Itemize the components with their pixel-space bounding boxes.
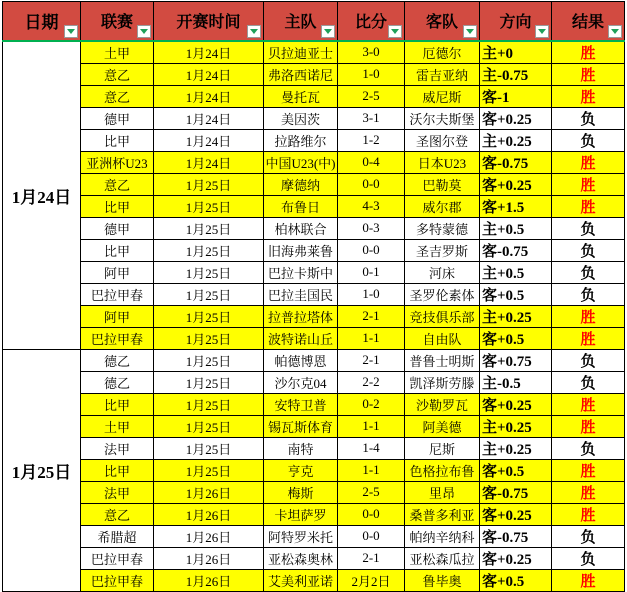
direction-cell[interactable]: 客+0.25: [480, 173, 552, 195]
kickoff-time-cell[interactable]: 1月25日: [154, 327, 264, 349]
score-cell[interactable]: 0-0: [338, 239, 405, 261]
home-team-cell[interactable]: 弗洛西诺尼: [264, 63, 338, 85]
direction-cell[interactable]: 客+0.5: [480, 283, 552, 305]
kickoff-time-cell[interactable]: 1月24日: [154, 41, 264, 64]
result-cell[interactable]: 胜: [552, 327, 625, 349]
direction-cell[interactable]: 客+0.5: [480, 569, 552, 591]
home-team-cell[interactable]: 柏林联合: [264, 217, 338, 239]
kickoff-time-cell[interactable]: 1月26日: [154, 481, 264, 503]
filter-arrow-down-icon: [611, 29, 619, 34]
direction-cell[interactable]: 客+0.5: [480, 327, 552, 349]
score-cell[interactable]: 2-1: [338, 305, 405, 327]
filter-dropdown-button-direction[interactable]: [535, 25, 549, 38]
direction-cell[interactable]: 客-0.75: [480, 239, 552, 261]
away-team-cell[interactable]: 威尔郡: [405, 195, 480, 217]
away-team-cell[interactable]: 巴勒莫: [405, 173, 480, 195]
direction-cell[interactable]: 客+0.5: [480, 459, 552, 481]
home-team-cell[interactable]: 贝拉迪亚士: [264, 41, 338, 64]
result-cell[interactable]: 胜: [552, 41, 625, 64]
result-cell[interactable]: 胜: [552, 151, 625, 173]
table-row: [3, 63, 625, 85]
result-cell[interactable]: 胜: [552, 503, 625, 525]
kickoff-time-cell[interactable]: 1月25日: [154, 349, 264, 371]
table-row: [3, 85, 625, 107]
result-cell[interactable]: 胜: [552, 415, 625, 437]
league-cell[interactable]: 意乙: [81, 85, 154, 107]
result-cell[interactable]: 负: [552, 239, 625, 261]
table-row: [3, 459, 625, 481]
home-team-cell[interactable]: 亨克: [264, 459, 338, 481]
score-cell[interactable]: 3-1: [338, 107, 405, 129]
direction-cell[interactable]: 主-0.75: [480, 63, 552, 85]
date-group-cell[interactable]: 1月25日: [3, 349, 81, 591]
table-row: [3, 283, 625, 305]
result-cell[interactable]: 负: [552, 349, 625, 371]
direction-cell[interactable]: 客+0.25: [480, 393, 552, 415]
table-row: [3, 481, 625, 503]
result-cell[interactable]: 负: [552, 107, 625, 129]
score-cell[interactable]: 1-1: [338, 327, 405, 349]
filter-dropdown-button-result[interactable]: [608, 25, 622, 38]
date-group-cell[interactable]: 1月24日: [3, 41, 81, 350]
away-team-cell[interactable]: 圣吉罗斯: [405, 239, 480, 261]
league-cell[interactable]: 亚洲杯U23: [81, 151, 154, 173]
table-row: [3, 393, 625, 415]
filter-arrow-down-icon: [250, 29, 258, 34]
filter-dropdown-button-date[interactable]: [64, 25, 78, 38]
home-team-cell[interactable]: 艾美利亚诺: [264, 569, 338, 591]
column-header-label-league: 联赛: [100, 14, 133, 32]
home-team-cell[interactable]: 卡坦萨罗: [264, 503, 338, 525]
column-header-label-score: 比分: [354, 14, 387, 32]
league-cell[interactable]: 德乙: [81, 349, 154, 371]
score-cell[interactable]: 0-0: [338, 525, 405, 547]
direction-cell[interactable]: 主+0.25: [480, 415, 552, 437]
league-cell[interactable]: 比甲: [81, 459, 154, 481]
table-row: [3, 415, 625, 437]
league-cell[interactable]: 希腊超: [81, 525, 154, 547]
kickoff-time-cell[interactable]: 1月25日: [154, 283, 264, 305]
league-cell[interactable]: 意乙: [81, 63, 154, 85]
direction-cell[interactable]: 客+0.75: [480, 349, 552, 371]
filter-dropdown-button-score[interactable]: [388, 25, 402, 38]
direction-cell[interactable]: 客+1.5: [480, 195, 552, 217]
table-row: [3, 437, 625, 459]
table-row: [3, 261, 625, 283]
result-cell[interactable]: 负: [552, 129, 625, 151]
kickoff-time-cell[interactable]: 1月25日: [154, 217, 264, 239]
column-header-label-kickoff: 开赛时间: [176, 14, 241, 32]
score-cell[interactable]: 2-5: [338, 85, 405, 107]
league-cell[interactable]: 德甲: [81, 217, 154, 239]
home-team-cell[interactable]: 中国U23(中): [264, 151, 338, 173]
score-cell[interactable]: 0-3: [338, 217, 405, 239]
league-cell[interactable]: 比甲: [81, 195, 154, 217]
league-cell[interactable]: 法甲: [81, 437, 154, 459]
away-team-cell[interactable]: 圣图尔登: [405, 129, 480, 151]
away-team-cell[interactable]: 沃尔夫斯堡: [405, 107, 480, 129]
direction-cell[interactable]: 主-0.5: [480, 371, 552, 393]
column-header-date[interactable]: [3, 2, 81, 41]
home-team-cell[interactable]: 美因茨: [264, 107, 338, 129]
column-header-direction[interactable]: [480, 2, 552, 41]
table-row: [3, 195, 625, 217]
result-cell[interactable]: 胜: [552, 63, 625, 85]
away-team-cell[interactable]: 普鲁士明斯: [405, 349, 480, 371]
direction-cell[interactable]: 主+0.5: [480, 217, 552, 239]
league-cell[interactable]: 巴拉甲春: [81, 547, 154, 569]
score-cell[interactable]: 2-2: [338, 371, 405, 393]
league-cell[interactable]: 比甲: [81, 129, 154, 151]
away-team-cell[interactable]: 威尼斯: [405, 85, 480, 107]
kickoff-time-cell[interactable]: 1月26日: [154, 525, 264, 547]
away-team-cell[interactable]: 尼斯: [405, 437, 480, 459]
score-cell[interactable]: 2-1: [338, 547, 405, 569]
column-header-home[interactable]: [264, 2, 338, 41]
table-row: [3, 569, 625, 591]
result-cell[interactable]: 负: [552, 283, 625, 305]
column-header-label-direction: 方向: [499, 14, 532, 32]
kickoff-time-cell[interactable]: 1月26日: [154, 569, 264, 591]
home-team-cell[interactable]: 帕德博恩: [264, 349, 338, 371]
kickoff-time-cell[interactable]: 1月25日: [154, 415, 264, 437]
score-cell[interactable]: 1-0: [338, 63, 405, 85]
home-team-cell[interactable]: 摩德纳: [264, 173, 338, 195]
score-cell[interactable]: 1-1: [338, 459, 405, 481]
league-cell[interactable]: 德乙: [81, 371, 154, 393]
away-team-cell[interactable]: 日本U23: [405, 151, 480, 173]
table-body: [3, 41, 625, 592]
away-team-cell[interactable]: 竞技俱乐部: [405, 305, 480, 327]
kickoff-time-cell[interactable]: 1月25日: [154, 393, 264, 415]
direction-cell[interactable]: 主+0.5: [480, 261, 552, 283]
away-team-cell[interactable]: 河床: [405, 261, 480, 283]
result-cell[interactable]: 胜: [552, 459, 625, 481]
home-team-cell[interactable]: 阿特罗米托: [264, 525, 338, 547]
filter-arrow-down-icon: [391, 29, 399, 34]
home-team-cell[interactable]: 锡瓦斯体育: [264, 415, 338, 437]
direction-cell[interactable]: 客-1: [480, 85, 552, 107]
direction-cell[interactable]: 主+0.25: [480, 129, 552, 151]
league-cell[interactable]: 土甲: [81, 41, 154, 64]
kickoff-time-cell[interactable]: 1月25日: [154, 305, 264, 327]
away-team-cell[interactable]: 多特蒙德: [405, 217, 480, 239]
league-cell[interactable]: 阿甲: [81, 261, 154, 283]
direction-cell[interactable]: 客+0.25: [480, 503, 552, 525]
table-row: [3, 371, 625, 393]
result-cell[interactable]: 胜: [552, 569, 625, 591]
away-team-cell[interactable]: 鲁毕奥: [405, 569, 480, 591]
score-cell[interactable]: 3-0: [338, 41, 405, 64]
away-team-cell[interactable]: 沙勒罗瓦: [405, 393, 480, 415]
kickoff-time-cell[interactable]: 1月25日: [154, 459, 264, 481]
table-row: [3, 349, 625, 371]
home-team-cell[interactable]: 曼托瓦: [264, 85, 338, 107]
home-team-cell[interactable]: 亚松森奥林: [264, 547, 338, 569]
score-cell[interactable]: 0-2: [338, 393, 405, 415]
away-team-cell[interactable]: 自由队: [405, 327, 480, 349]
direction-cell[interactable]: 主+0: [480, 41, 552, 64]
direction-cell[interactable]: 客-0.75: [480, 481, 552, 503]
league-cell[interactable]: 巴拉甲春: [81, 327, 154, 349]
kickoff-time-cell[interactable]: 1月25日: [154, 261, 264, 283]
direction-cell[interactable]: 客+0.25: [480, 107, 552, 129]
result-cell[interactable]: 负: [552, 525, 625, 547]
kickoff-time-cell[interactable]: 1月24日: [154, 129, 264, 151]
result-cell[interactable]: 胜: [552, 195, 625, 217]
score-cell[interactable]: 0-4: [338, 151, 405, 173]
filter-arrow-down-icon: [538, 29, 546, 34]
kickoff-time-cell[interactable]: 1月24日: [154, 85, 264, 107]
result-cell[interactable]: 胜: [552, 305, 625, 327]
league-cell[interactable]: 意乙: [81, 503, 154, 525]
home-team-cell[interactable]: 巴拉卡斯中: [264, 261, 338, 283]
column-header-kickoff[interactable]: [154, 2, 264, 41]
score-cell[interactable]: 2-1: [338, 349, 405, 371]
result-cell[interactable]: 负: [552, 547, 625, 569]
direction-cell[interactable]: 客-0.75: [480, 525, 552, 547]
away-team-cell[interactable]: 里昂: [405, 481, 480, 503]
direction-cell[interactable]: 主+0.25: [480, 437, 552, 459]
score-cell[interactable]: 0-0: [338, 173, 405, 195]
filter-dropdown-button-home[interactable]: [321, 25, 335, 38]
away-team-cell[interactable]: 厄德尔: [405, 41, 480, 64]
away-team-cell[interactable]: 色格拉布鲁: [405, 459, 480, 481]
column-header-label-home: 主队: [284, 14, 317, 32]
kickoff-time-cell[interactable]: 1月24日: [154, 107, 264, 129]
kickoff-time-cell[interactable]: 1月26日: [154, 547, 264, 569]
table-row: [3, 129, 625, 151]
direction-cell[interactable]: 主+0.25: [480, 305, 552, 327]
column-header-label-away: 客队: [425, 14, 458, 32]
column-header-label-result: 结果: [571, 14, 604, 32]
home-team-cell[interactable]: 拉普拉塔体: [264, 305, 338, 327]
kickoff-time-cell[interactable]: 1月25日: [154, 437, 264, 459]
home-team-cell[interactable]: 布鲁日: [264, 195, 338, 217]
kickoff-time-cell[interactable]: 1月25日: [154, 239, 264, 261]
league-cell[interactable]: 意乙: [81, 173, 154, 195]
filter-dropdown-button-league[interactable]: [137, 25, 151, 38]
home-team-cell[interactable]: 安特卫普: [264, 393, 338, 415]
table-row: [3, 525, 625, 547]
filter-arrow-down-icon: [140, 29, 148, 34]
filter-dropdown-button-away[interactable]: [463, 25, 477, 38]
home-team-cell[interactable]: 南特: [264, 437, 338, 459]
table-row: [3, 151, 625, 173]
score-cell[interactable]: 0-1: [338, 261, 405, 283]
table-row: [3, 239, 625, 261]
score-cell[interactable]: 4-3: [338, 195, 405, 217]
kickoff-time-cell[interactable]: 1月25日: [154, 173, 264, 195]
league-cell[interactable]: 法甲: [81, 481, 154, 503]
filter-arrow-down-icon: [67, 29, 75, 34]
result-cell[interactable]: 胜: [552, 173, 625, 195]
table-row: [3, 173, 625, 195]
result-cell[interactable]: 负: [552, 217, 625, 239]
result-cell[interactable]: 负: [552, 371, 625, 393]
score-cell[interactable]: 1-2: [338, 129, 405, 151]
league-cell[interactable]: 土甲: [81, 415, 154, 437]
table-row: [3, 41, 625, 64]
league-cell[interactable]: 比甲: [81, 393, 154, 415]
league-cell[interactable]: 巴拉甲春: [81, 283, 154, 305]
league-cell[interactable]: 比甲: [81, 239, 154, 261]
home-team-cell[interactable]: 巴拉圭国民: [264, 283, 338, 305]
league-cell[interactable]: 德甲: [81, 107, 154, 129]
kickoff-time-cell[interactable]: 1月24日: [154, 151, 264, 173]
away-team-cell[interactable]: 帕纳辛纳科: [405, 525, 480, 547]
column-header-label-date: 日期: [24, 13, 59, 33]
score-cell[interactable]: 2月2日: [338, 569, 405, 591]
away-team-cell[interactable]: 亚松森瓜拉: [405, 547, 480, 569]
direction-cell[interactable]: 客+0.25: [480, 547, 552, 569]
column-header-league[interactable]: [81, 2, 154, 41]
kickoff-time-cell[interactable]: 1月25日: [154, 195, 264, 217]
score-cell[interactable]: 0-0: [338, 503, 405, 525]
league-cell[interactable]: 巴拉甲春: [81, 569, 154, 591]
result-cell[interactable]: 负: [552, 437, 625, 459]
kickoff-time-cell[interactable]: 1月26日: [154, 503, 264, 525]
column-header-result[interactable]: [552, 2, 625, 41]
away-team-cell[interactable]: 雷吉亚纳: [405, 63, 480, 85]
home-team-cell[interactable]: 拉路维尔: [264, 129, 338, 151]
kickoff-time-cell[interactable]: 1月24日: [154, 63, 264, 85]
away-team-cell[interactable]: 桑普多利亚: [405, 503, 480, 525]
table-row: [3, 547, 625, 569]
score-cell[interactable]: 1-1: [338, 415, 405, 437]
score-cell[interactable]: 1-0: [338, 283, 405, 305]
score-cell[interactable]: 2-5: [338, 481, 405, 503]
header-row: [3, 2, 625, 41]
result-cell[interactable]: 胜: [552, 393, 625, 415]
direction-cell[interactable]: 客-0.75: [480, 151, 552, 173]
away-team-cell[interactable]: 凯泽斯劳滕: [405, 371, 480, 393]
table-row: [3, 305, 625, 327]
home-team-cell[interactable]: 波特诺山丘: [264, 327, 338, 349]
result-cell[interactable]: 负: [552, 261, 625, 283]
filter-dropdown-button-kickoff[interactable]: [247, 25, 261, 38]
result-cell[interactable]: 胜: [552, 481, 625, 503]
match-results-table: [2, 1, 625, 592]
kickoff-time-cell[interactable]: 1月25日: [154, 371, 264, 393]
column-header-away[interactable]: [405, 2, 480, 41]
home-team-cell[interactable]: 梅斯: [264, 481, 338, 503]
table-row: [3, 503, 625, 525]
column-header-score[interactable]: [338, 2, 405, 41]
table-row: [3, 107, 625, 129]
away-team-cell[interactable]: 圣罗伦素体: [405, 283, 480, 305]
home-team-cell[interactable]: 旧海弗莱鲁: [264, 239, 338, 261]
filter-arrow-down-icon: [324, 29, 332, 34]
table-row: [3, 217, 625, 239]
result-cell[interactable]: 胜: [552, 85, 625, 107]
league-cell[interactable]: 阿甲: [81, 305, 154, 327]
table-row: [3, 327, 625, 349]
home-team-cell[interactable]: 沙尔克04: [264, 371, 338, 393]
away-team-cell[interactable]: 阿美德: [405, 415, 480, 437]
filter-arrow-down-icon: [466, 29, 474, 34]
score-cell[interactable]: 1-4: [338, 437, 405, 459]
